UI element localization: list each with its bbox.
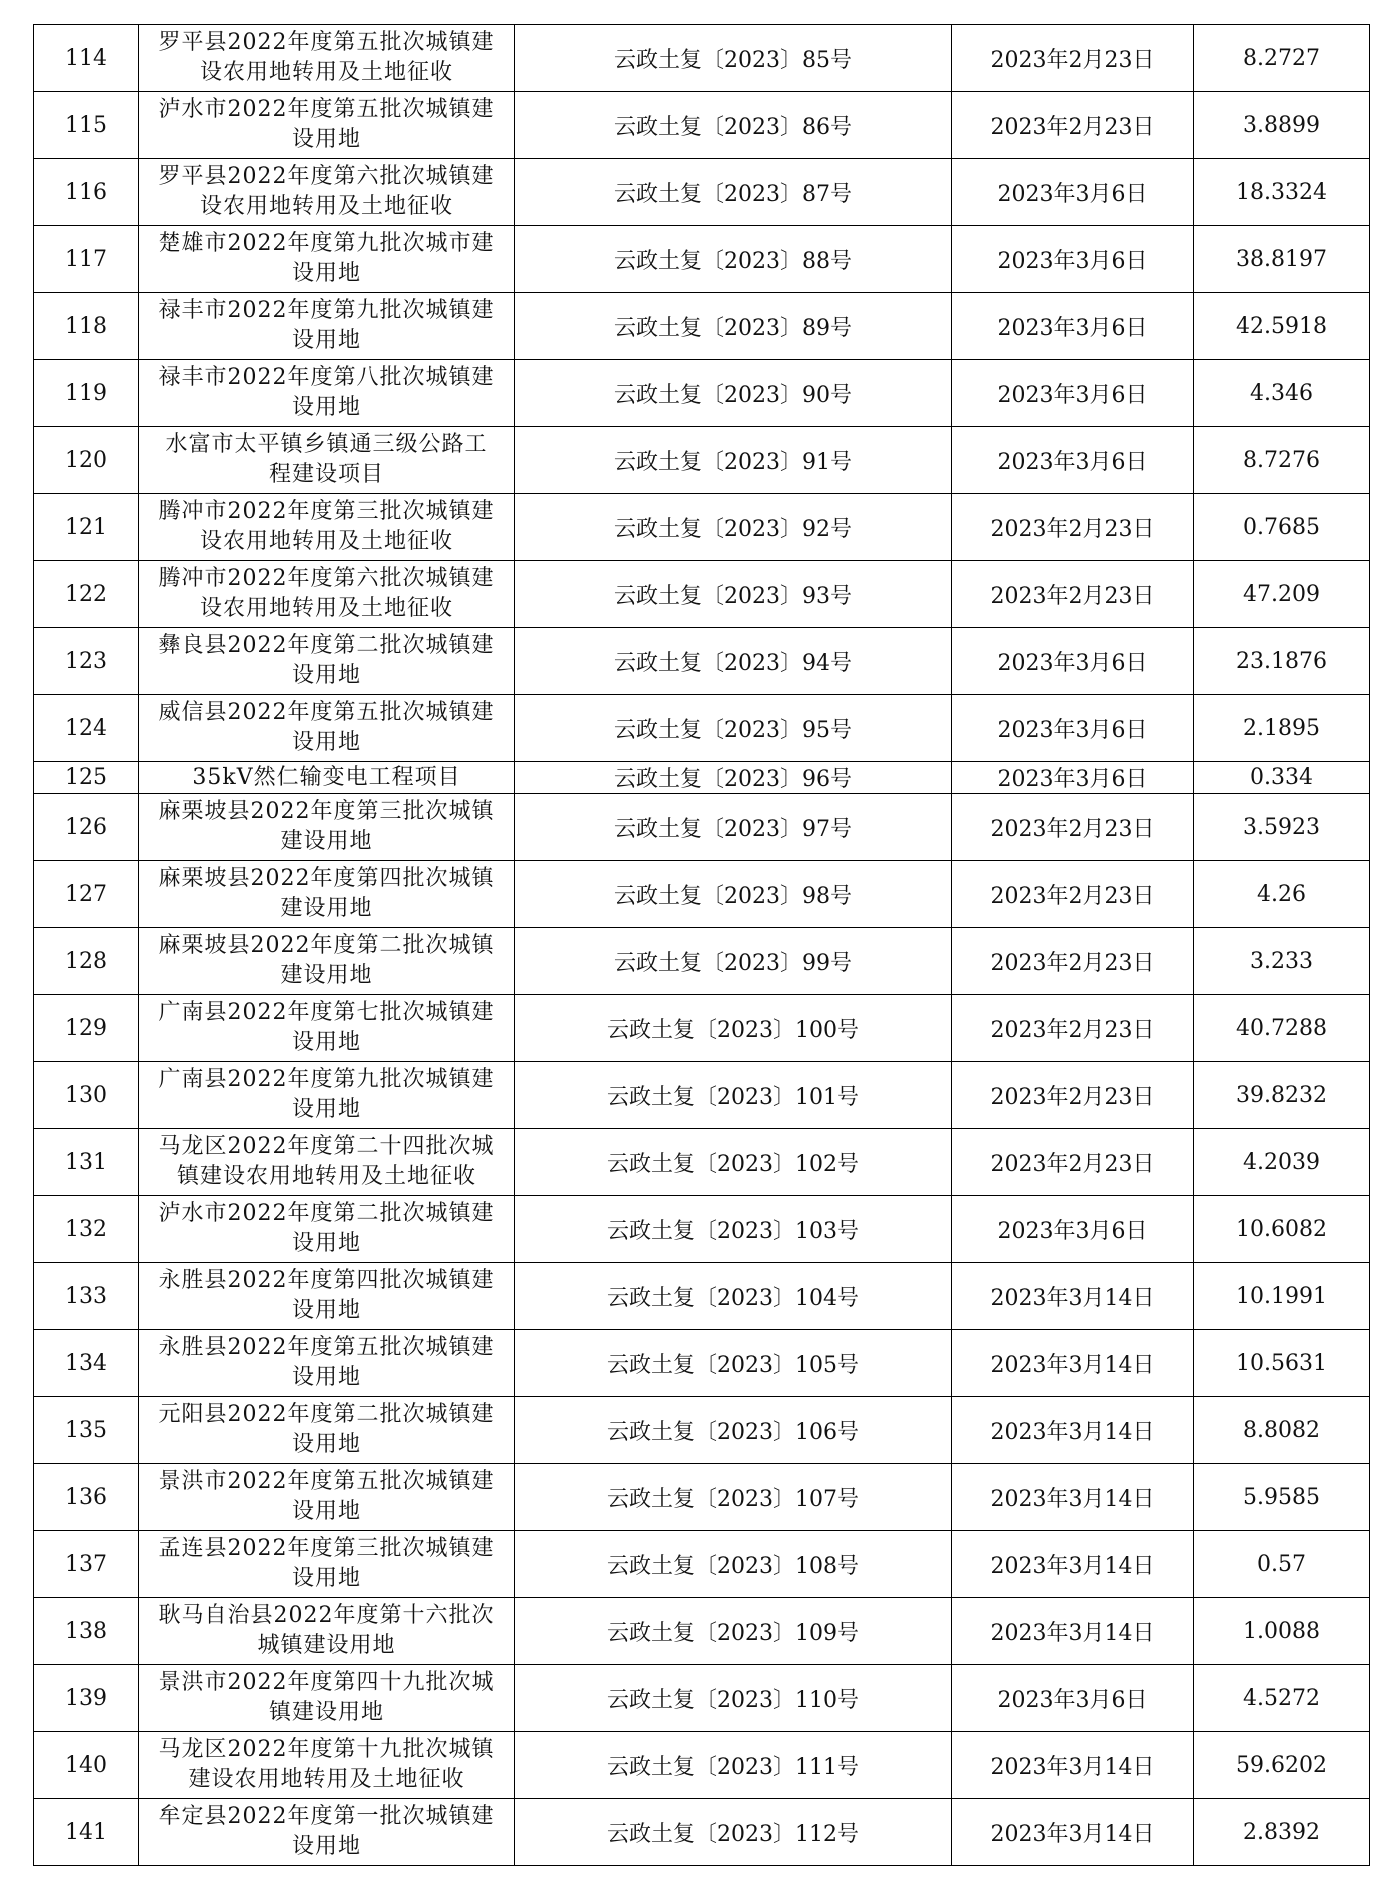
approval-date-cell: 2023年3月6日 <box>952 427 1194 494</box>
approval-date-cell: 2023年2月23日 <box>952 928 1194 995</box>
approval-date-cell: 2023年2月23日 <box>952 1062 1194 1129</box>
project-name-cell <box>139 762 515 794</box>
project-name-line: 设用地 <box>291 1097 361 1122</box>
row-number-cell: 126 <box>34 794 139 861</box>
approval-document-cell: 云政土复〔2023〕109号 <box>515 1598 952 1665</box>
row-number-cell: 141 <box>34 1799 139 1866</box>
project-name-line: 广南县2022年度第九批次城镇建 <box>158 1067 495 1092</box>
project-name-line: 设用地 <box>291 395 361 420</box>
project-name-line: 设用地 <box>291 1566 361 1591</box>
project-name-line: 罗平县2022年度第六批次城镇建 <box>158 164 495 189</box>
project-name-line: 建设用地 <box>280 896 373 921</box>
table-row <box>34 995 1370 1062</box>
approval-date-cell: 2023年3月6日 <box>952 1665 1194 1732</box>
approval-document-cell: 云政土复〔2023〕104号 <box>515 1263 952 1330</box>
approval-document-cell: 云政土复〔2023〕101号 <box>515 1062 952 1129</box>
project-name-line: 设农用地转用及土地征收 <box>199 596 453 621</box>
approval-document-cell: 云政土复〔2023〕86号 <box>515 92 952 159</box>
area-cell: 0.57 <box>1194 1531 1370 1598</box>
project-name-line: 设用地 <box>291 730 361 755</box>
approval-document-cell: 云政土复〔2023〕87号 <box>515 159 952 226</box>
project-name-line: 设用地 <box>291 1432 361 1457</box>
project-name-line: 威信县2022年度第五批次城镇建 <box>158 700 495 725</box>
project-name-line: 35kV然仁输变电工程项目 <box>192 764 461 790</box>
table-row <box>34 794 1370 861</box>
area-cell: 8.7276 <box>1194 427 1370 494</box>
table-row <box>34 561 1370 628</box>
project-name-cell <box>139 360 515 427</box>
row-number-cell: 134 <box>34 1330 139 1397</box>
approval-date-cell: 2023年3月6日 <box>952 226 1194 293</box>
project-name-cell <box>139 293 515 360</box>
table-row <box>34 226 1370 293</box>
approval-date-cell: 2023年3月14日 <box>952 1799 1194 1866</box>
row-number-cell: 125 <box>34 762 139 794</box>
area-cell: 59.6202 <box>1194 1732 1370 1799</box>
project-name-cell <box>139 1799 515 1866</box>
area-cell: 4.346 <box>1194 360 1370 427</box>
project-name-cell <box>139 1732 515 1799</box>
approval-document-cell: 云政土复〔2023〕85号 <box>515 25 952 92</box>
area-cell: 8.8082 <box>1194 1397 1370 1464</box>
area-cell: 3.8899 <box>1194 92 1370 159</box>
project-name-line: 禄丰市2022年度第九批次城镇建 <box>158 298 495 323</box>
row-number-cell: 128 <box>34 928 139 995</box>
approval-document-cell: 云政土复〔2023〕94号 <box>515 628 952 695</box>
approval-date-cell: 2023年2月23日 <box>952 995 1194 1062</box>
table-row <box>34 1799 1370 1866</box>
project-name-line: 泸水市2022年度第二批次城镇建 <box>158 1201 495 1226</box>
project-name-line: 永胜县2022年度第五批次城镇建 <box>158 1335 495 1360</box>
area-cell: 0.7685 <box>1194 494 1370 561</box>
project-name-line: 设用地 <box>291 261 361 286</box>
row-number-cell: 121 <box>34 494 139 561</box>
row-number-cell: 129 <box>34 995 139 1062</box>
project-name-cell <box>139 1531 515 1598</box>
project-name-line: 麻栗坡县2022年度第四批次城镇 <box>158 866 495 891</box>
row-number-cell: 124 <box>34 695 139 762</box>
row-number-cell: 136 <box>34 1464 139 1531</box>
project-name-line: 腾冲市2022年度第三批次城镇建 <box>158 499 495 524</box>
table-row <box>34 1263 1370 1330</box>
approval-document-cell: 云政土复〔2023〕111号 <box>515 1732 952 1799</box>
project-name-line: 罗平县2022年度第五批次城镇建 <box>158 30 495 55</box>
project-name-line: 镇建设农用地转用及土地征收 <box>176 1164 476 1189</box>
project-name-line: 设农用地转用及土地征收 <box>199 529 453 554</box>
project-name-cell <box>139 1464 515 1531</box>
approval-date-cell: 2023年3月6日 <box>952 293 1194 360</box>
approval-document-cell: 云政土复〔2023〕110号 <box>515 1665 952 1732</box>
table-row <box>34 628 1370 695</box>
approval-date-cell: 2023年3月14日 <box>952 1464 1194 1531</box>
project-name-line: 水富市太平镇乡镇通三级公路工 <box>165 432 488 457</box>
approval-document-cell: 云政土复〔2023〕100号 <box>515 995 952 1062</box>
project-name-line: 彝良县2022年度第二批次城镇建 <box>158 633 495 658</box>
project-name-line: 景洪市2022年度第四十九批次城 <box>158 1670 495 1695</box>
row-number-cell: 138 <box>34 1598 139 1665</box>
area-cell: 10.6082 <box>1194 1196 1370 1263</box>
project-name-cell <box>139 494 515 561</box>
project-name-line: 牟定县2022年度第一批次城镇建 <box>158 1804 495 1829</box>
project-name-cell <box>139 427 515 494</box>
row-number-cell: 123 <box>34 628 139 695</box>
approval-date-cell: 2023年3月14日 <box>952 1732 1194 1799</box>
approval-date-cell: 2023年3月14日 <box>952 1263 1194 1330</box>
approval-table <box>33 24 1370 1866</box>
project-name-line: 耿马自治县2022年度第十六批次 <box>158 1603 495 1628</box>
approval-document-cell: 云政土复〔2023〕89号 <box>515 293 952 360</box>
project-name-line: 设用地 <box>291 1365 361 1390</box>
project-name-cell <box>139 1062 515 1129</box>
table-row <box>34 1397 1370 1464</box>
project-name-line: 程建设项目 <box>268 462 384 487</box>
approval-table-body <box>34 25 1370 1866</box>
row-number-cell: 130 <box>34 1062 139 1129</box>
row-number-cell: 140 <box>34 1732 139 1799</box>
project-name-line: 设用地 <box>291 1030 361 1055</box>
project-name-line: 镇建设用地 <box>268 1700 384 1725</box>
project-name-cell <box>139 1129 515 1196</box>
table-row <box>34 1062 1370 1129</box>
area-cell: 4.2039 <box>1194 1129 1370 1196</box>
project-name-cell <box>139 1598 515 1665</box>
project-name-line: 景洪市2022年度第五批次城镇建 <box>158 1469 495 1494</box>
project-name-cell <box>139 695 515 762</box>
approval-document-cell: 云政土复〔2023〕90号 <box>515 360 952 427</box>
row-number-cell: 117 <box>34 226 139 293</box>
area-cell: 3.5923 <box>1194 794 1370 861</box>
project-name-cell <box>139 92 515 159</box>
row-number-cell: 139 <box>34 1665 139 1732</box>
project-name-line: 设用地 <box>291 1834 361 1859</box>
project-name-line: 广南县2022年度第七批次城镇建 <box>158 1000 495 1025</box>
table-row <box>34 1531 1370 1598</box>
project-name-line: 设用地 <box>291 328 361 353</box>
table-row <box>34 1732 1370 1799</box>
approval-date-cell: 2023年3月6日 <box>952 628 1194 695</box>
approval-document-cell: 云政土复〔2023〕112号 <box>515 1799 952 1866</box>
project-name-cell <box>139 928 515 995</box>
area-cell: 42.5918 <box>1194 293 1370 360</box>
approval-document-cell: 云政土复〔2023〕92号 <box>515 494 952 561</box>
approval-document-cell: 云政土复〔2023〕95号 <box>515 695 952 762</box>
approval-document-cell: 云政土复〔2023〕106号 <box>515 1397 952 1464</box>
table-row <box>34 427 1370 494</box>
row-number-cell: 119 <box>34 360 139 427</box>
approval-date-cell: 2023年3月14日 <box>952 1397 1194 1464</box>
project-name-line: 永胜县2022年度第四批次城镇建 <box>158 1268 495 1293</box>
area-cell: 0.334 <box>1194 762 1370 794</box>
area-cell: 8.2727 <box>1194 25 1370 92</box>
approval-date-cell: 2023年2月23日 <box>952 861 1194 928</box>
row-number-cell: 137 <box>34 1531 139 1598</box>
approval-document-cell: 云政土复〔2023〕93号 <box>515 561 952 628</box>
row-number-cell: 135 <box>34 1397 139 1464</box>
approval-document-cell: 云政土复〔2023〕103号 <box>515 1196 952 1263</box>
row-number-cell: 115 <box>34 92 139 159</box>
row-number-cell: 118 <box>34 293 139 360</box>
project-name-cell <box>139 1263 515 1330</box>
approval-date-cell: 2023年3月6日 <box>952 762 1194 794</box>
row-number-cell: 133 <box>34 1263 139 1330</box>
project-name-line: 泸水市2022年度第五批次城镇建 <box>158 97 495 122</box>
project-name-line: 建设用地 <box>280 963 373 988</box>
project-name-line: 孟连县2022年度第三批次城镇建 <box>158 1536 495 1561</box>
row-number-cell: 122 <box>34 561 139 628</box>
approval-date-cell: 2023年3月14日 <box>952 1598 1194 1665</box>
project-name-line: 禄丰市2022年度第八批次城镇建 <box>158 365 495 390</box>
approval-document-cell: 云政土复〔2023〕88号 <box>515 226 952 293</box>
project-name-cell <box>139 226 515 293</box>
row-number-cell: 120 <box>34 427 139 494</box>
row-number-cell: 116 <box>34 159 139 226</box>
project-name-line: 腾冲市2022年度第六批次城镇建 <box>158 566 495 591</box>
approval-document-cell: 云政土复〔2023〕108号 <box>515 1531 952 1598</box>
project-name-cell <box>139 561 515 628</box>
project-name-line: 设用地 <box>291 1298 361 1323</box>
area-cell: 10.5631 <box>1194 1330 1370 1397</box>
project-name-cell <box>139 25 515 92</box>
project-name-cell <box>139 1196 515 1263</box>
project-name-cell <box>139 794 515 861</box>
approval-date-cell: 2023年2月23日 <box>952 25 1194 92</box>
approval-document-cell: 云政土复〔2023〕91号 <box>515 427 952 494</box>
table-row <box>34 494 1370 561</box>
row-number-cell: 127 <box>34 861 139 928</box>
project-name-line: 设用地 <box>291 1499 361 1524</box>
project-name-line: 设用地 <box>291 663 361 688</box>
approval-date-cell: 2023年2月23日 <box>952 561 1194 628</box>
row-number-cell: 131 <box>34 1129 139 1196</box>
project-name-line: 马龙区2022年度第十九批次城镇 <box>158 1737 495 1762</box>
row-number-cell: 132 <box>34 1196 139 1263</box>
row-number-cell: 114 <box>34 25 139 92</box>
table-row <box>34 159 1370 226</box>
project-name-line: 麻栗坡县2022年度第三批次城镇 <box>158 799 495 824</box>
project-name-line: 设农用地转用及土地征收 <box>199 60 453 85</box>
table-row <box>34 360 1370 427</box>
approval-date-cell: 2023年2月23日 <box>952 794 1194 861</box>
area-cell: 40.7288 <box>1194 995 1370 1062</box>
project-name-cell <box>139 628 515 695</box>
project-name-cell <box>139 159 515 226</box>
area-cell: 2.1895 <box>1194 695 1370 762</box>
project-name-line: 建设农用地转用及土地征收 <box>188 1767 465 1792</box>
project-name-line: 设用地 <box>291 127 361 152</box>
area-cell: 10.1991 <box>1194 1263 1370 1330</box>
table-row <box>34 861 1370 928</box>
project-name-cell <box>139 1330 515 1397</box>
area-cell: 23.1876 <box>1194 628 1370 695</box>
project-name-line: 楚雄市2022年度第九批次城市建 <box>158 231 495 256</box>
area-cell: 4.26 <box>1194 861 1370 928</box>
table-row <box>34 762 1370 794</box>
approval-date-cell: 2023年3月14日 <box>952 1531 1194 1598</box>
approval-document-cell: 云政土复〔2023〕102号 <box>515 1129 952 1196</box>
area-cell: 39.8232 <box>1194 1062 1370 1129</box>
approval-document-cell: 云政土复〔2023〕105号 <box>515 1330 952 1397</box>
project-name-cell <box>139 995 515 1062</box>
approval-document-cell: 云政土复〔2023〕107号 <box>515 1464 952 1531</box>
area-cell: 2.8392 <box>1194 1799 1370 1866</box>
approval-date-cell: 2023年3月6日 <box>952 360 1194 427</box>
table-row <box>34 25 1370 92</box>
project-name-line: 城镇建设用地 <box>257 1633 396 1658</box>
area-cell: 18.3324 <box>1194 159 1370 226</box>
approval-document-cell: 云政土复〔2023〕97号 <box>515 794 952 861</box>
table-row <box>34 695 1370 762</box>
project-name-cell <box>139 1397 515 1464</box>
project-name-line: 设用地 <box>291 1231 361 1256</box>
table-row <box>34 1196 1370 1263</box>
project-name-line: 马龙区2022年度第二十四批次城 <box>158 1134 495 1159</box>
table-row <box>34 1598 1370 1665</box>
area-cell: 38.8197 <box>1194 226 1370 293</box>
project-name-line: 麻栗坡县2022年度第二批次城镇 <box>158 933 495 958</box>
area-cell: 3.233 <box>1194 928 1370 995</box>
approval-document-cell: 云政土复〔2023〕96号 <box>515 762 952 794</box>
approval-date-cell: 2023年3月14日 <box>952 1330 1194 1397</box>
area-cell: 47.209 <box>1194 561 1370 628</box>
approval-date-cell: 2023年3月6日 <box>952 1196 1194 1263</box>
approval-document-cell: 云政土复〔2023〕98号 <box>515 861 952 928</box>
project-name-line: 建设用地 <box>280 829 373 854</box>
table-row <box>34 1665 1370 1732</box>
area-cell: 4.5272 <box>1194 1665 1370 1732</box>
approval-document-cell: 云政土复〔2023〕99号 <box>515 928 952 995</box>
table-row <box>34 1129 1370 1196</box>
approval-date-cell: 2023年2月23日 <box>952 92 1194 159</box>
project-name-line: 元阳县2022年度第二批次城镇建 <box>158 1402 495 1427</box>
approval-date-cell: 2023年2月23日 <box>952 494 1194 561</box>
project-name-cell <box>139 861 515 928</box>
table-row <box>34 1464 1370 1531</box>
table-row <box>34 1330 1370 1397</box>
table-row <box>34 92 1370 159</box>
table-row <box>34 928 1370 995</box>
project-name-cell <box>139 1665 515 1732</box>
area-cell: 5.9585 <box>1194 1464 1370 1531</box>
project-name-line: 设农用地转用及土地征收 <box>199 194 453 219</box>
table-row <box>34 293 1370 360</box>
approval-date-cell: 2023年3月6日 <box>952 695 1194 762</box>
approval-date-cell: 2023年2月23日 <box>952 1129 1194 1196</box>
area-cell: 1.0088 <box>1194 1598 1370 1665</box>
approval-date-cell: 2023年3月6日 <box>952 159 1194 226</box>
